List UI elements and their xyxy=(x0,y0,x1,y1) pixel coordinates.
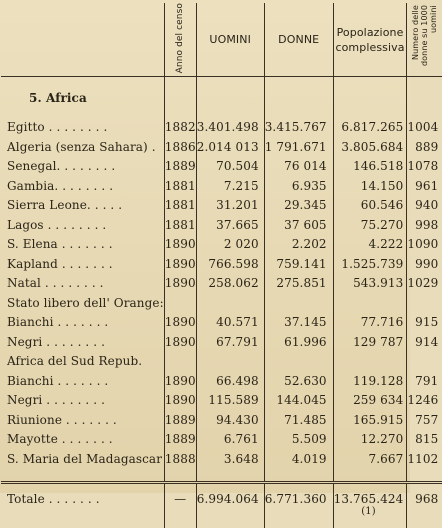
cell-total: 4.222 xyxy=(333,234,407,254)
table-row xyxy=(1,410,442,430)
cell-men: 258.062 xyxy=(196,273,264,293)
cell-total: 1.525.739 xyxy=(333,254,407,274)
cell-men: 2 020 xyxy=(196,234,264,254)
cell-name: Bianchi . . . . . . . xyxy=(7,373,109,388)
cell-women: 76 014 xyxy=(264,156,333,176)
table-row xyxy=(1,332,442,352)
table-row xyxy=(1,449,442,469)
cell-ratio: 1004 xyxy=(407,117,442,137)
header-year xyxy=(164,3,196,77)
table-row xyxy=(1,273,442,293)
cell-year: 1890 xyxy=(164,254,196,274)
table-row xyxy=(1,137,442,157)
table-row xyxy=(1,312,442,332)
header-men: UOMINI xyxy=(196,3,264,77)
group-title-row xyxy=(1,351,442,371)
table-row xyxy=(1,176,442,196)
cell-total: 146.518 xyxy=(333,156,407,176)
cell-men: 31.201 xyxy=(196,195,264,215)
cell-total: 12.270 xyxy=(333,429,407,449)
cell-women: 71.485 xyxy=(264,410,333,430)
cell-year: 1890 xyxy=(164,371,196,391)
cell-name: Lagos . . . . . . . . xyxy=(7,217,107,232)
cell-year: 1882 xyxy=(164,117,196,137)
cell-ratio: 998 xyxy=(407,215,442,235)
cell-total: 77.716 xyxy=(333,312,407,332)
cell-ratio: 889 xyxy=(407,137,442,157)
cell-women: 3.415.767 xyxy=(264,117,333,137)
cell-women: 5.509 xyxy=(264,429,333,449)
cell-year: 1890 xyxy=(164,312,196,332)
cell-men: 7.215 xyxy=(196,176,264,196)
cell-name: Algeria (senza Sahara) . xyxy=(7,139,156,154)
header-row xyxy=(1,3,442,77)
cell-total: 119.128 xyxy=(333,371,407,391)
cell-total: 165.915 xyxy=(333,410,407,430)
cell-ratio: 1102 xyxy=(407,449,442,469)
cell-women: 1 791.671 xyxy=(264,137,333,157)
table-row xyxy=(1,195,442,215)
cell-women: 6.771.360 xyxy=(264,483,333,528)
cell-year: 1886 xyxy=(164,137,196,157)
cell-women: 4.019 xyxy=(264,449,333,469)
totals-total-value: 13.765.424 xyxy=(333,492,404,507)
cell-men: 3.648 xyxy=(196,449,264,469)
cell-name: Negri . . . . . . . . xyxy=(7,393,105,408)
cell-men: 766.598 xyxy=(196,254,264,274)
cell-total: 14.150 xyxy=(333,176,407,196)
cell-ratio: 791 xyxy=(407,371,442,391)
header-total: Popolazione complessiva xyxy=(333,3,407,77)
cell-men: 6.761 xyxy=(196,429,264,449)
cell-men: 3.401.498 xyxy=(196,117,264,137)
cell-name: Totale . . . . . . . xyxy=(1,483,164,528)
cell-women: 6.935 xyxy=(264,176,333,196)
cell-year: 1881 xyxy=(164,215,196,235)
cell-ratio: 961 xyxy=(407,176,442,196)
cell-name: Natal . . . . . . . . xyxy=(7,276,104,291)
cell-women: 144.045 xyxy=(264,390,333,410)
cell-name: Bianchi . . . . . . . xyxy=(7,315,109,330)
cell-ratio: 757 xyxy=(407,410,442,430)
cell-total: 7.667 xyxy=(333,449,407,469)
cell-men: 66.498 xyxy=(196,371,264,391)
group-title-row xyxy=(1,293,442,313)
census-table xyxy=(1,3,442,528)
totals-row xyxy=(1,483,442,528)
header-ratio xyxy=(407,3,442,77)
cell-total: 129 787 xyxy=(333,332,407,352)
table-row xyxy=(1,390,442,410)
cell-year: 1890 xyxy=(164,273,196,293)
cell-total: 60.546 xyxy=(333,195,407,215)
cell-name: S. Maria del Madagascar xyxy=(7,451,163,466)
table-row xyxy=(1,234,442,254)
cell-women: 61.996 xyxy=(264,332,333,352)
cell-total: 543.913 xyxy=(333,273,407,293)
cell-total: 75.270 xyxy=(333,215,407,235)
cell-name: Senegal. . . . . . . . xyxy=(7,159,116,174)
cell-total: 6.817.265 xyxy=(333,117,407,137)
cell-ratio: 1078 xyxy=(407,156,442,176)
cell-women: 29.345 xyxy=(264,195,333,215)
cell-men: 6.994.064 xyxy=(196,483,264,528)
cell-men: 67.791 xyxy=(196,332,264,352)
cell-year: 1890 xyxy=(164,332,196,352)
group-title: Stato libero dell' Orange: xyxy=(7,295,164,310)
cell-men: 94.430 xyxy=(196,410,264,430)
cell-men: 40.571 xyxy=(196,312,264,332)
table-row xyxy=(1,371,442,391)
section-title: 5. Africa xyxy=(29,91,87,106)
cell-women: 37.145 xyxy=(264,312,333,332)
cell-women: 2.202 xyxy=(264,234,333,254)
cell-ratio: 968 xyxy=(407,483,442,528)
cell-women: 52.630 xyxy=(264,371,333,391)
table-row xyxy=(1,254,442,274)
table-row xyxy=(1,156,442,176)
cell-ratio: 1246 xyxy=(407,390,442,410)
cell-ratio: 815 xyxy=(407,429,442,449)
cell-name: Sierra Leone. . . . . xyxy=(7,198,123,213)
header-year-label: Anno del censo xyxy=(174,3,185,74)
cell-year: 1881 xyxy=(164,195,196,215)
cell-total: 3.805.684 xyxy=(333,137,407,157)
cell-total xyxy=(333,483,407,528)
cell-name: Negri . . . . . . . . xyxy=(7,334,105,349)
cell-name: S. Elena . . . . . . . xyxy=(7,237,113,252)
cell-year: 1881 xyxy=(164,176,196,196)
cell-name: Riunione . . . . . . . xyxy=(7,412,117,427)
cell-ratio: 914 xyxy=(407,332,442,352)
table-row xyxy=(1,215,442,235)
table-row xyxy=(1,117,442,137)
cell-name: Mayotte . . . . . . . xyxy=(7,432,113,447)
cell-name: Gambia. . . . . . . . xyxy=(7,178,114,193)
cell-year: 1890 xyxy=(164,234,196,254)
cell-ratio: 990 xyxy=(407,254,442,274)
cell-ratio: 1029 xyxy=(407,273,442,293)
cell-year: 1889 xyxy=(164,429,196,449)
cell-women: 37 605 xyxy=(264,215,333,235)
cell-year: 1888 xyxy=(164,449,196,469)
cell-men: 2.014 013 xyxy=(196,137,264,157)
cell-ratio: 940 xyxy=(407,195,442,215)
cell-year: 1890 xyxy=(164,390,196,410)
group-title: Africa del Sud Repub. xyxy=(7,354,143,369)
footnote-marker: (1) xyxy=(361,506,376,518)
cell-year: 1889 xyxy=(164,156,196,176)
cell-women: 275.851 xyxy=(264,273,333,293)
header-women: DONNE xyxy=(264,3,333,77)
cell-year: 1889 xyxy=(164,410,196,430)
cell-men: 37.665 xyxy=(196,215,264,235)
cell-total: 259 634 xyxy=(333,390,407,410)
spacer-row xyxy=(1,109,442,117)
cell-name: Kapland . . . . . . . xyxy=(7,256,113,271)
cell-men: 70.504 xyxy=(196,156,264,176)
spacer-row xyxy=(1,468,442,483)
header-name xyxy=(1,3,164,77)
table-body xyxy=(1,77,442,528)
header-ratio-label: Numero delle donne su 1000 uomini xyxy=(411,5,439,67)
cell-ratio: 1090 xyxy=(407,234,442,254)
cell-women: 759.141 xyxy=(264,254,333,274)
cell-ratio: 915 xyxy=(407,312,442,332)
cell-name: Egitto . . . . . . . . xyxy=(7,120,108,135)
cell-year: — xyxy=(164,483,196,528)
cell-men: 115.589 xyxy=(196,390,264,410)
table-row xyxy=(1,429,442,449)
section-row xyxy=(1,77,442,110)
